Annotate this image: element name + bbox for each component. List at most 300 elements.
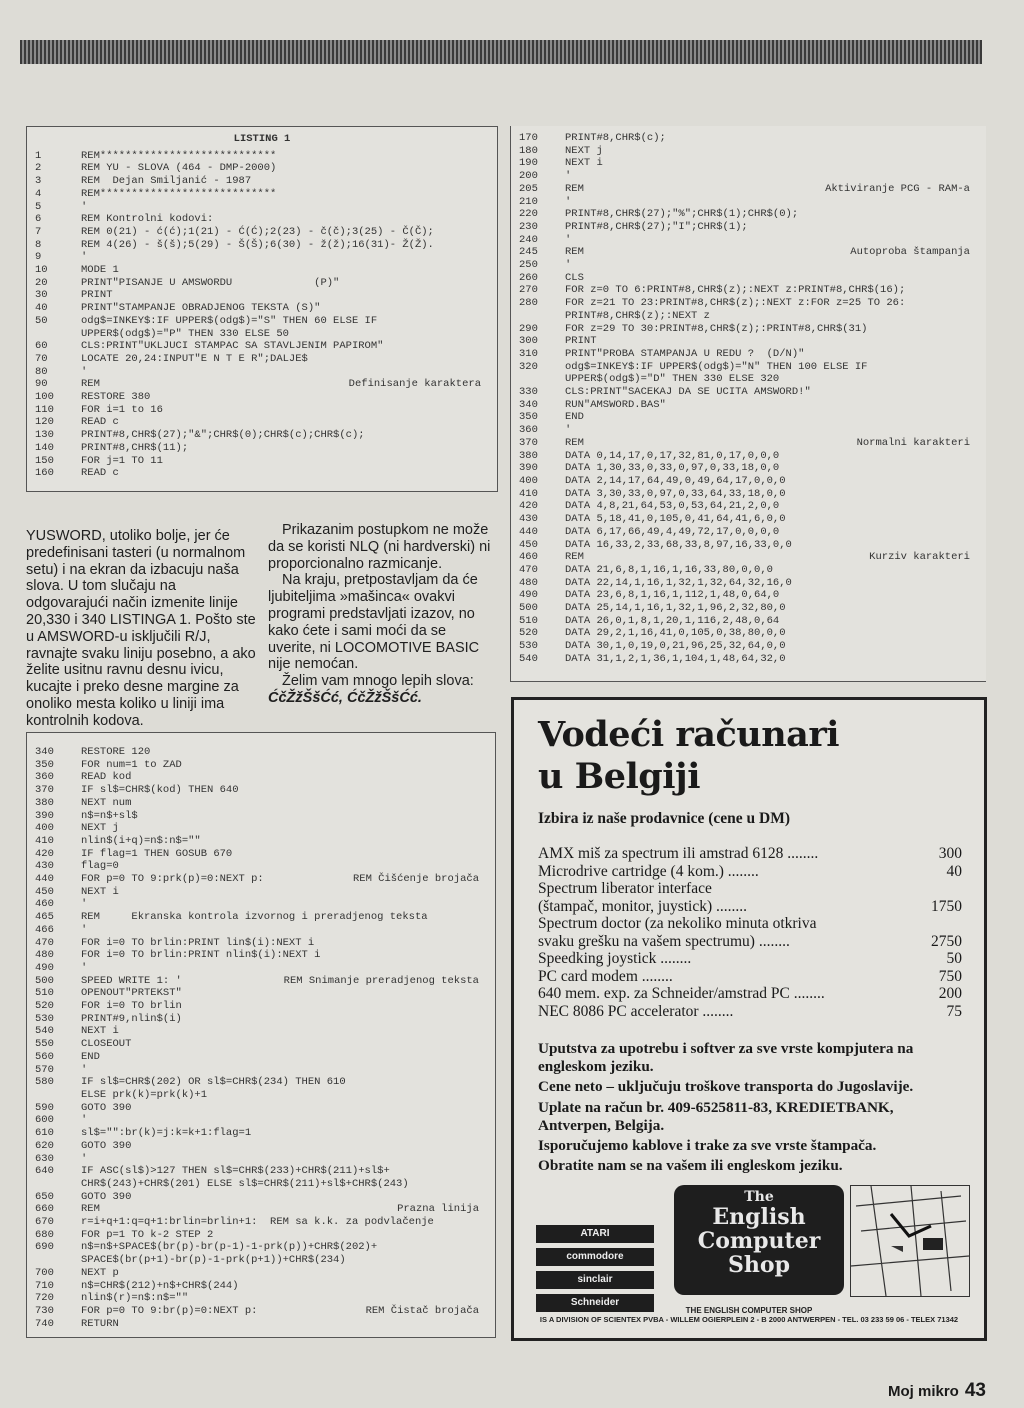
line-number: 230 bbox=[519, 220, 538, 233]
code-line bbox=[519, 310, 978, 323]
code-line bbox=[519, 526, 978, 539]
line-code: SPEED WRITE 1: ' bbox=[81, 974, 182, 987]
line-code: REM Ekranska kontrola izvornog i preradjenog teksta bbox=[81, 911, 428, 924]
line-code: ' bbox=[565, 195, 572, 208]
code-line bbox=[519, 602, 978, 615]
ad-title-line-2: u Belgiji bbox=[538, 756, 701, 797]
line-number: 1 bbox=[35, 149, 42, 162]
line-number: 5 bbox=[35, 200, 42, 213]
line-code: DATA 16,33,2,33,68,33,8,97,16,33,0,0 bbox=[565, 538, 792, 551]
line-code: DATA 23,6,8,1,16,1,112,1,48,0,64,0 bbox=[565, 589, 780, 602]
line-number: 190 bbox=[519, 157, 538, 170]
line-code: UPPER$(odg$)="P" THEN 330 ELSE 50 bbox=[81, 327, 289, 340]
line-number: 370 bbox=[519, 436, 538, 449]
line-code: CLS:PRINT"SACEKAJ DA SE UCITA AMSWORD!" bbox=[565, 386, 811, 399]
price-item bbox=[538, 1003, 962, 1021]
line-code: REM**************************** bbox=[81, 149, 277, 162]
line-number: 50 bbox=[35, 314, 48, 327]
remark-comment: Definisanje karaktera bbox=[348, 378, 481, 391]
line-code: PRINT#8,CHR$(27);"I";CHR$(1); bbox=[565, 220, 748, 233]
code-line bbox=[35, 1114, 487, 1127]
line-number: 130 bbox=[35, 429, 54, 442]
code-line bbox=[35, 213, 489, 226]
line-code: PRINT#8,CHR$(c); bbox=[565, 132, 666, 144]
line-code: ' bbox=[81, 1152, 88, 1165]
line-number: 350 bbox=[35, 758, 54, 771]
article-column-2 bbox=[268, 522, 494, 707]
line-number: 6 bbox=[35, 213, 42, 226]
line-number bbox=[35, 1254, 81, 1267]
ad-note: Obratite nam se na vašem ili engleskom jeziku. bbox=[538, 1157, 843, 1175]
line-number: 140 bbox=[35, 441, 54, 454]
line-code: RESTORE 380 bbox=[81, 391, 151, 404]
line-number: 290 bbox=[519, 322, 538, 335]
line-number: 410 bbox=[519, 487, 538, 500]
code-line bbox=[35, 784, 487, 797]
product-name: AMX miš za spectrum ili amstrad 6128 ........ bbox=[538, 845, 819, 862]
line-code: CHR$(243)+CHR$(201) ELSE sl$=CHR$(211)+sl$+CHR$(243) bbox=[81, 1177, 409, 1190]
listing-1-box bbox=[26, 126, 498, 492]
code-line bbox=[35, 1305, 487, 1318]
line-number bbox=[35, 1178, 81, 1191]
line-number: 245 bbox=[519, 246, 538, 259]
line-code: NEXT i bbox=[565, 157, 603, 170]
code-line bbox=[35, 404, 489, 417]
code-line bbox=[35, 1292, 487, 1305]
line-code: FOR p=0 TO 9:prk(p)=0:NEXT p: bbox=[81, 873, 264, 886]
listing-1-title: LISTING 1 bbox=[233, 133, 291, 145]
price-item bbox=[538, 933, 962, 951]
line-number: 490 bbox=[35, 961, 54, 974]
code-line bbox=[35, 1229, 487, 1242]
line-code: nlin$(i+q)=n$:n$="" bbox=[81, 834, 201, 847]
line-number: 430 bbox=[519, 513, 538, 526]
code-line bbox=[35, 1178, 487, 1191]
code-line bbox=[35, 1102, 487, 1115]
code-line bbox=[35, 251, 489, 264]
code-line bbox=[35, 810, 487, 823]
line-number: 480 bbox=[519, 576, 538, 589]
code-line bbox=[35, 340, 489, 353]
line-code: REM YU - SLOVA (464 - DMP-2000) bbox=[81, 162, 277, 175]
code-line bbox=[519, 183, 978, 196]
line-code: DATA 29,2,1,16,41,0,105,0,38,80,0,0 bbox=[565, 627, 786, 640]
line-number: 3 bbox=[35, 175, 42, 188]
code-line bbox=[35, 1191, 487, 1204]
line-number: 470 bbox=[519, 563, 538, 576]
line-code: ' bbox=[81, 1114, 88, 1127]
line-code: PRINT#8,CHR$(z);:NEXT z bbox=[565, 309, 710, 322]
line-number: 480 bbox=[35, 949, 54, 962]
line-number: 600 bbox=[35, 1114, 54, 1127]
product-name: Microdrive cartridge (4 kom.) ........ bbox=[538, 862, 759, 880]
line-code: FOR z=21 TO 23:PRINT#8,CHR$(z);:NEXT z:FOR z=25 TO 26: bbox=[565, 297, 906, 310]
line-number: 500 bbox=[519, 602, 538, 615]
code-line bbox=[519, 424, 978, 437]
logo-word: Shop bbox=[728, 1252, 790, 1278]
line-code: END bbox=[81, 1050, 100, 1063]
remark-comment: REM Snimanje preradjenog teksta bbox=[283, 974, 479, 987]
line-number: 350 bbox=[519, 411, 538, 424]
line-number: 310 bbox=[519, 347, 538, 360]
product-price: 75 bbox=[946, 1002, 962, 1020]
code-line bbox=[519, 157, 978, 170]
line-code: n$=CHR$(212)+n$+CHR$(244) bbox=[81, 1279, 239, 1292]
line-number: 9 bbox=[35, 251, 42, 264]
code-line bbox=[35, 302, 489, 315]
code-line bbox=[35, 162, 489, 175]
brand-logo: commodore bbox=[536, 1248, 654, 1266]
product-price: 2750 bbox=[931, 932, 962, 950]
product-price: 40 bbox=[946, 862, 962, 880]
price-list bbox=[538, 845, 962, 1020]
code-line bbox=[35, 1153, 487, 1166]
code-line bbox=[519, 513, 978, 526]
code-line bbox=[35, 873, 487, 886]
code-line bbox=[35, 1280, 487, 1293]
ad-title-line-1: Vodeći računari bbox=[538, 714, 840, 755]
product-name: Speedking joystick ........ bbox=[538, 950, 692, 967]
ad-title bbox=[538, 714, 839, 798]
line-code: IF ASC(sl$)>127 THEN sl$=CHR$(233)+CHR$(211)+sl$+ bbox=[81, 1165, 390, 1178]
line-number: 720 bbox=[35, 1292, 54, 1305]
english-computer-shop-logo bbox=[674, 1185, 844, 1295]
code-line bbox=[35, 1089, 487, 1102]
line-code: NEXT j bbox=[81, 822, 119, 835]
line-number: 465 bbox=[35, 911, 54, 924]
line-code: REM 0(21) - ć(ć);1(21) - Ć(Ć);2(23) - č(č);3(25) - Č(Č); bbox=[81, 225, 434, 238]
line-code: ' bbox=[81, 961, 88, 974]
remark-comment: Normalni karakteri bbox=[856, 436, 970, 449]
code-line bbox=[35, 264, 489, 277]
code-line bbox=[35, 1140, 487, 1153]
remark-comment: REM Čišćenje brojača bbox=[352, 873, 479, 886]
line-code: ELSE prk(k)=prk(k)+1 bbox=[81, 1088, 208, 1101]
line-code: REM bbox=[565, 551, 584, 564]
code-line bbox=[519, 335, 978, 348]
line-code: GOTO 390 bbox=[81, 1190, 132, 1203]
line-code: REM bbox=[81, 378, 100, 391]
line-code: n$=n$+sl$ bbox=[81, 809, 138, 822]
ad-subtitle: Izbira iz naše prodavnice (cene u DM) bbox=[538, 810, 790, 827]
line-code: REM bbox=[81, 1203, 100, 1216]
product-name: Spectrum doctor (za nekoliko minuta otkriva bbox=[538, 915, 817, 932]
line-code: DATA 2,14,17,64,49,0,49,64,17,0,0,0 bbox=[565, 474, 786, 487]
line-code: odg$=INKEY$:IF UPPER$(odg$)="S" THEN 60 ELSE IF bbox=[81, 314, 378, 327]
line-code: ' bbox=[81, 251, 88, 264]
line-number: 640 bbox=[35, 1165, 54, 1178]
price-item bbox=[538, 880, 962, 898]
price-item bbox=[538, 968, 962, 986]
ad-note: Uplate na račun br. 409-6525811-83, KREDIETBANK, Antverpen, Belgija. bbox=[538, 1098, 894, 1134]
line-code: UPPER$(odg$)="D" THEN 330 ELSE 320 bbox=[565, 373, 780, 386]
line-number: 360 bbox=[35, 771, 54, 784]
line-code: DATA 0,14,17,0,17,32,81,0,17,0,0,0 bbox=[565, 449, 780, 462]
brand-logo: Schneider bbox=[536, 1294, 654, 1312]
code-line bbox=[35, 429, 489, 442]
listing-1-code bbox=[35, 150, 489, 480]
line-number: 330 bbox=[519, 386, 538, 399]
line-code: END bbox=[565, 411, 584, 424]
line-code: odg$=INKEY$:IF UPPER$(odg$)="N" THEN 100 ELSE IF bbox=[565, 360, 868, 373]
code-line bbox=[35, 391, 489, 404]
code-line bbox=[35, 353, 489, 366]
code-line bbox=[35, 1064, 487, 1077]
code-line bbox=[35, 1000, 487, 1013]
line-number bbox=[35, 328, 81, 341]
line-code: REM**************************** bbox=[81, 187, 277, 200]
article-column-1 bbox=[26, 528, 256, 730]
line-number: 340 bbox=[35, 746, 54, 758]
line-code: r=i+q+1:q=q+1:brlin=brlin+1: REM sa k.k. za podvlačenje bbox=[81, 1216, 434, 1229]
line-number: 700 bbox=[35, 1266, 54, 1279]
product-name: svaku grešku na vašem spectrumu) ........ bbox=[538, 932, 790, 950]
line-code: DATA 1,30,33,0,33,0,97,0,33,18,0,0 bbox=[565, 462, 780, 475]
magazine-name: Moj mikro bbox=[888, 1383, 959, 1400]
line-code: FOR i=0 TO brlin:PRINT nlin$(i):NEXT i bbox=[81, 949, 321, 962]
line-code: ' bbox=[565, 259, 572, 272]
line-code: REM bbox=[565, 436, 584, 449]
article-paragraph: Želim vam mnogo lepih slova: bbox=[282, 673, 474, 690]
code-line bbox=[35, 467, 489, 480]
line-code: IF sl$=CHR$(kod) THEN 640 bbox=[81, 784, 239, 797]
code-line bbox=[35, 886, 487, 899]
product-price: 1750 bbox=[931, 897, 962, 915]
price-item bbox=[538, 950, 962, 968]
line-number bbox=[519, 310, 565, 323]
line-number: 20 bbox=[35, 276, 48, 289]
code-line bbox=[35, 1216, 487, 1229]
line-number: 490 bbox=[519, 589, 538, 602]
line-number: 270 bbox=[519, 284, 538, 297]
line-code: DATA 5,18,41,0,105,0,41,64,41,6,0,0 bbox=[565, 513, 786, 526]
line-number: 730 bbox=[35, 1304, 54, 1317]
code-line bbox=[519, 615, 978, 628]
line-number: 30 bbox=[35, 289, 48, 302]
line-code: SPACE$(br(p+1)-br(p)-1-prk(p+1))+CHR$(234) bbox=[81, 1254, 346, 1267]
line-code: FOR num=1 to ZAD bbox=[81, 758, 182, 771]
location-map bbox=[850, 1185, 970, 1297]
line-code: PRINT"STAMPANJE OBRADJENOG TEKSTA (S)" bbox=[81, 302, 321, 315]
line-number: 630 bbox=[35, 1152, 54, 1165]
line-number: 466 bbox=[35, 923, 54, 936]
line-number: 8 bbox=[35, 238, 42, 251]
code-line bbox=[35, 797, 487, 810]
line-number: 300 bbox=[519, 335, 538, 348]
code-line bbox=[519, 450, 978, 463]
code-line bbox=[519, 246, 978, 259]
line-number: 380 bbox=[519, 449, 538, 462]
code-line bbox=[35, 1165, 487, 1178]
line-number: 280 bbox=[519, 297, 538, 310]
line-number: 410 bbox=[35, 834, 54, 847]
listing-2-code bbox=[35, 746, 487, 1330]
line-code: PRINT"PISANJE U AMSWORDU (P)" bbox=[81, 276, 340, 289]
line-number: 390 bbox=[35, 809, 54, 822]
line-code: ' bbox=[565, 170, 572, 183]
line-code: PRINT#8,CHR$(11); bbox=[81, 441, 189, 454]
line-number: 200 bbox=[519, 170, 538, 183]
line-code: ' bbox=[565, 233, 572, 246]
code-line bbox=[35, 924, 487, 937]
page-footer bbox=[888, 1380, 986, 1402]
remark-comment: Prazna linija bbox=[397, 1203, 479, 1216]
code-line bbox=[519, 196, 978, 209]
line-number: 7 bbox=[35, 225, 42, 238]
line-code: DATA 22,14,1,16,1,32,1,32,64,32,16,0 bbox=[565, 576, 792, 589]
line-number: 610 bbox=[35, 1127, 54, 1140]
line-number: 660 bbox=[35, 1203, 54, 1216]
top-banner-bar bbox=[20, 40, 982, 64]
code-line bbox=[35, 1013, 487, 1026]
line-code: RETURN bbox=[81, 1317, 119, 1330]
brand-logo: ATARI bbox=[536, 1225, 654, 1243]
code-line bbox=[35, 949, 487, 962]
line-number: 520 bbox=[519, 627, 538, 640]
code-line bbox=[35, 822, 487, 835]
line-code: RESTORE 120 bbox=[81, 746, 151, 758]
code-line bbox=[519, 488, 978, 501]
line-code: PRINT bbox=[81, 289, 113, 302]
line-code: sl$="":br(k)=j:k=k+1:flag=1 bbox=[81, 1127, 252, 1140]
line-code: FOR z=29 TO 30:PRINT#8,CHR$(z);:PRINT#8,CHR$(31) bbox=[565, 322, 868, 335]
code-line bbox=[35, 328, 489, 341]
line-code: NEXT num bbox=[81, 796, 132, 809]
line-code: PRINT#9,nlin$(i) bbox=[81, 1012, 182, 1025]
price-item bbox=[538, 985, 962, 1003]
code-line bbox=[35, 1127, 487, 1140]
line-code: PRINT bbox=[565, 335, 597, 348]
code-line bbox=[519, 564, 978, 577]
code-line bbox=[35, 442, 489, 455]
line-code: DATA 4,8,21,64,53,0,53,64,21,2,0,0 bbox=[565, 500, 780, 513]
product-price: 200 bbox=[938, 985, 962, 1002]
code-line bbox=[519, 208, 978, 221]
code-line bbox=[35, 188, 489, 201]
line-number: 460 bbox=[35, 898, 54, 911]
line-number: 450 bbox=[35, 885, 54, 898]
line-number: 590 bbox=[35, 1101, 54, 1114]
code-line bbox=[35, 315, 489, 328]
code-line bbox=[519, 284, 978, 297]
line-number: 620 bbox=[35, 1139, 54, 1152]
line-number: 690 bbox=[35, 1241, 54, 1254]
line-code: CLS bbox=[565, 271, 584, 284]
product-name: NEC 8086 PC accelerator ........ bbox=[538, 1002, 734, 1020]
line-code: CLS:PRINT"UKLJUCI STAMPAC SA STAVLJENIM PAPIROM" bbox=[81, 340, 384, 353]
product-price: 750 bbox=[938, 967, 962, 985]
line-code: IF flag=1 THEN GOSUB 670 bbox=[81, 847, 233, 860]
line-number: 740 bbox=[35, 1317, 54, 1330]
line-number: 510 bbox=[519, 614, 538, 627]
code-line bbox=[519, 539, 978, 552]
line-number: 530 bbox=[519, 640, 538, 653]
line-code: READ c bbox=[81, 416, 119, 429]
advertisement bbox=[511, 697, 987, 1341]
line-number: 110 bbox=[35, 403, 54, 416]
line-number: 340 bbox=[519, 398, 538, 411]
code-line bbox=[35, 962, 487, 975]
logo-word: Computer bbox=[697, 1228, 821, 1254]
line-number: 380 bbox=[35, 796, 54, 809]
line-number: 550 bbox=[35, 1038, 54, 1051]
line-code: nlin$(r)=n$:n$="" bbox=[81, 1292, 189, 1305]
remark-comment: Aktiviranje PCG - RAM-a bbox=[825, 182, 970, 195]
code-line bbox=[35, 937, 487, 950]
listing-continued-box bbox=[510, 126, 986, 682]
listing-2-box bbox=[26, 732, 496, 1338]
line-number: 90 bbox=[35, 378, 48, 391]
line-code: n$=n$+SPACE$(br(p)-br(p-1)-1-prk(p))+CHR$(202)+ bbox=[81, 1241, 378, 1254]
code-line bbox=[35, 835, 487, 848]
line-code: READ c bbox=[81, 467, 119, 480]
code-line bbox=[35, 759, 487, 772]
line-number: 460 bbox=[519, 551, 538, 564]
line-number: 650 bbox=[35, 1190, 54, 1203]
code-line bbox=[35, 1241, 487, 1254]
line-code: ' bbox=[81, 365, 88, 378]
brand-logos bbox=[536, 1225, 654, 1317]
code-line bbox=[35, 771, 487, 784]
line-number: 220 bbox=[519, 208, 538, 221]
code-line bbox=[519, 145, 978, 158]
code-line bbox=[519, 589, 978, 602]
line-number: 250 bbox=[519, 259, 538, 272]
line-code: DATA 6,17,66,49,4,49,72,17,0,0,0,0 bbox=[565, 525, 780, 538]
line-number: 670 bbox=[35, 1216, 54, 1229]
line-number: 320 bbox=[519, 360, 538, 373]
code-line bbox=[519, 627, 978, 640]
line-number: 570 bbox=[35, 1063, 54, 1076]
line-number: 205 bbox=[519, 182, 538, 195]
logo-word: The bbox=[744, 1189, 774, 1205]
price-item bbox=[538, 845, 962, 863]
code-line bbox=[519, 297, 978, 310]
code-line bbox=[35, 226, 489, 239]
line-code: REM bbox=[565, 246, 584, 259]
line-code: LOCATE 20,24:INPUT"E N T E R";DALJE$ bbox=[81, 352, 308, 365]
line-number: 540 bbox=[519, 652, 538, 665]
code-line bbox=[519, 475, 978, 488]
code-line bbox=[35, 911, 487, 924]
line-number: 70 bbox=[35, 352, 48, 365]
line-number: 100 bbox=[35, 391, 54, 404]
code-line bbox=[519, 221, 978, 234]
code-line bbox=[35, 150, 489, 163]
line-code: FOR p=0 TO 9:br(p)=0:NEXT p: bbox=[81, 1304, 258, 1317]
map-graphic bbox=[851, 1186, 969, 1296]
code-line bbox=[519, 653, 978, 666]
code-line bbox=[35, 987, 487, 1000]
line-code: REM bbox=[565, 182, 584, 195]
line-code: RUN"AMSWORD.BAS" bbox=[565, 398, 666, 411]
line-number: 450 bbox=[519, 538, 538, 551]
code-line bbox=[519, 234, 978, 247]
shop-address: IS A DIVISION OF SCIENTEX PVBA - WILLEM OGIERPLEIN 2 - B 2000 ANTWERPEN - TEL. 03 233 59 06 - TELEX 71342 bbox=[539, 1315, 959, 1324]
line-number: 4 bbox=[35, 187, 42, 200]
code-line bbox=[35, 1051, 487, 1064]
line-number: 170 bbox=[519, 132, 538, 144]
line-number: 150 bbox=[35, 454, 54, 467]
price-item bbox=[538, 863, 962, 881]
logo-word: English bbox=[712, 1204, 806, 1230]
line-code: READ kod bbox=[81, 771, 132, 784]
product-price: 50 bbox=[946, 950, 962, 967]
code-line bbox=[519, 640, 978, 653]
code-line bbox=[519, 361, 978, 374]
line-number: 40 bbox=[35, 302, 48, 315]
line-code: FOR i=0 TO brlin bbox=[81, 1000, 182, 1013]
